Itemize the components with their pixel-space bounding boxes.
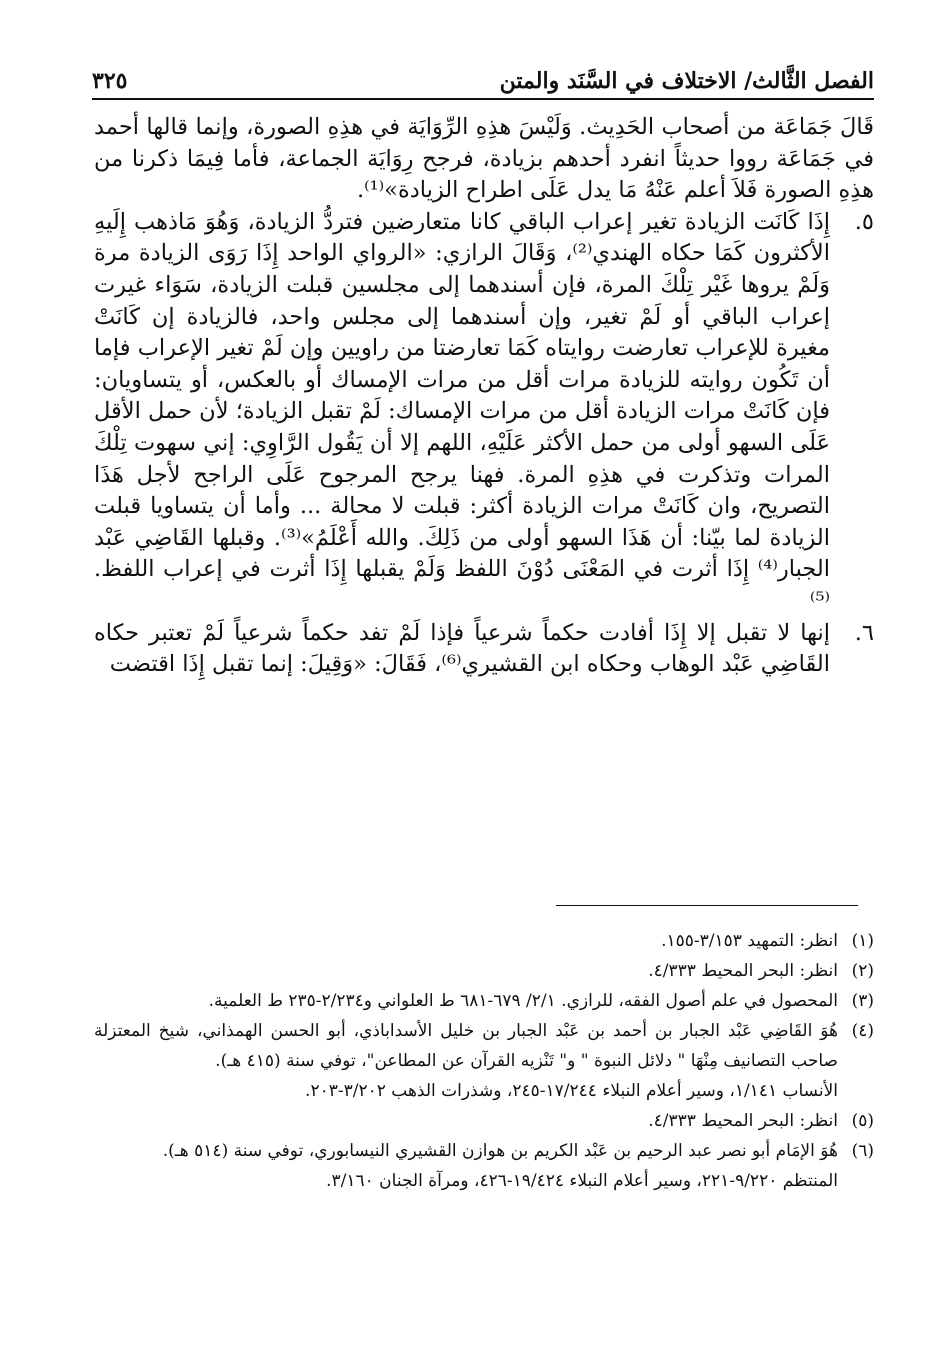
footnote-sources (94, 1166, 874, 1196)
footnote-text: الأنساب ١/١٤١، وسير أعلام النبلاء ١٧/٢٤٤-٢٤٥، وشذرات الذهب ٣/٢٠٢-٢٠٣. (305, 1081, 838, 1101)
running-header (92, 60, 874, 100)
footnote (94, 1106, 874, 1136)
footnote-text: هُوَ الإمَام أبو نصر عبد الرحيم بن عَبْد الكريم بن هوازن القشيري النيسابوري، توفي سنة (٥١٤ هـ). (162, 1141, 838, 1161)
footnote-text: هُوَ القَاضِي عَبْد الجبار بن أحمد بن عَبْد الجبار بن خليل الأسداباذي، أبو الحسن الهمذاني، شيخ المعتزلة صاحب التصانيف مِنْهَا " دلائل النبوة " و" تَنْزيه القرآن عن المطاعن"، توفي سنة (٤١٥ هـ). (94, 1021, 838, 1071)
footnote-text: انظر: البحر المحيط ٤/٣٣٣. (648, 961, 838, 981)
item-text: إنها لا تقبل إلا إِذَا أفادت حكماً شرعياً فإذا لَمْ تفد حكماً شرعياً لَمْ تعتبر حكاه القَاضِي عَبْد الوهاب وحكاه ابن القشيري⁽⁶⁾، فَقَالَ: «وَقِيلَ: إنما تقبل إِذَا اقتضت (94, 619, 830, 678)
footnote-sources (94, 1076, 874, 1106)
footnote-marker: (٢) (851, 961, 874, 981)
footnote-marker: (٥) (851, 1111, 874, 1131)
chapter-title: الفصل الثَّالث/ الاختلاف في السَّنَد والمتن (499, 68, 874, 94)
footnote-marker: (٣) (851, 991, 874, 1011)
footnote (94, 956, 874, 986)
footnote (94, 1016, 874, 1076)
footnote-separator (556, 905, 858, 906)
main-text (94, 112, 874, 681)
item-text: إِذَا كَانَت الزيادة تغير إعراب الباقي كانا متعارضين فتردُّ الزيادة، وَهُوَ مَاذهب إِلَيهِ الأكثرون كَمَا حكاه الهندي⁽²⁾، وَقَالَ الرازي: «الرواي الواحد إِذَا رَوَى الزيادة مرة وَلَمْ يروها غَيْر تِلْكَ المرة، فإن أسندهما إلى مجلسين قبلت الزيادة، سَوَاء غيرت إعراب الباقي أو لَمْ تغير، وإن أسندهما إلى مجلس واحد، فالزيادة إن كَانَتْ مغيرة للإعراب تعارضت روايتاه كَمَا تعارضتا من راويين وإن لَمْ تغير الإعراب فإما أن تَكُون روايته للزيادة مرات أقل من مرات الإمساك أو بالعكس، أو يتساويان: فإن كَانَتْ مرات الزيادة أقل من مرات الإمساك: لَمْ تقبل الزيادة؛ لأن حمل الأقل عَلَى السهو أولى من حمل الأكثر عَلَيْهِ، اللهم إلا أن يَقُول الرَّاوِي: إني سهوت تِلْكَ المرات وتذكرت في هذِهِ المرة. فهنا يرجح المرجوح عَلَى الراجح لأجل هَذَا التصريح، وان كَانَتْ مرات الزيادة أكثر: قبلت لا محالة ... وأما أن يتساويا قبلت الزيادة لما بيّنا: أن هَذَا السهو أولى من ذَلِكَ. والله أَعْلَمُ»⁽³⁾. وقبلها القَاضِي عَبْد الجبار⁽⁴⁾ إِذَا أثرت في المَعْنَى دُوْنَ اللفظ وَلَمْ يقبلها إِذَا أثرت في إعراب اللفظ.⁽⁵⁾ (94, 208, 831, 614)
footnote (94, 986, 874, 1016)
footnote-text: انظر: التمهيد ٣/١٥٣-١٥٥. (661, 931, 838, 951)
footnote (94, 1136, 874, 1166)
footnote-marker: (٤) (851, 1021, 874, 1041)
footnote-text: انظر: البحر المحيط ٤/٣٣٣. (648, 1111, 838, 1131)
intro-paragraph: قَالَ جَمَاعَة من أصحاب الحَدِيث. وَلَيْسَ هذِهِ الرِّوَايَة في هذِهِ الصورة، وإنما قالها أحمد في جَمَاعَة رووا حديثاً انفرد أحدهم بزيادة، فرجح رِوَايَة الجماعة، فأما فِيمَا ذكرنا من هذِهِ الصورة فَلاَ أعلم عَنْهُ مَا يدل عَلَى اطراح الزيادة»⁽¹⁾. (94, 114, 874, 204)
footnote-text: المنتظم ٩/٢٢٠-٢٢١، وسير أعلام النبلاء ١٩/٤٢٤-٤٢٦، ومرآة الجنان ٣/١٦٠. (326, 1171, 838, 1191)
footnote-text: المحصول في علم أصول الفقه، للرازي. ٢/١/ ٦٧٩-٦٨١ ط العلواني و٢/٢٣٤-٢٣٥ ط العلمية. (208, 991, 838, 1011)
item-marker: ٥. (854, 208, 874, 235)
list-item (94, 618, 874, 681)
item-marker: ٦. (854, 619, 874, 646)
footnote (94, 926, 874, 956)
footnote-marker: (٦) (851, 1141, 874, 1161)
footnote-marker: (١) (851, 931, 874, 951)
footnotes (94, 926, 874, 1196)
list-item (94, 207, 874, 618)
page-number: ٣٢٥ (92, 68, 128, 94)
